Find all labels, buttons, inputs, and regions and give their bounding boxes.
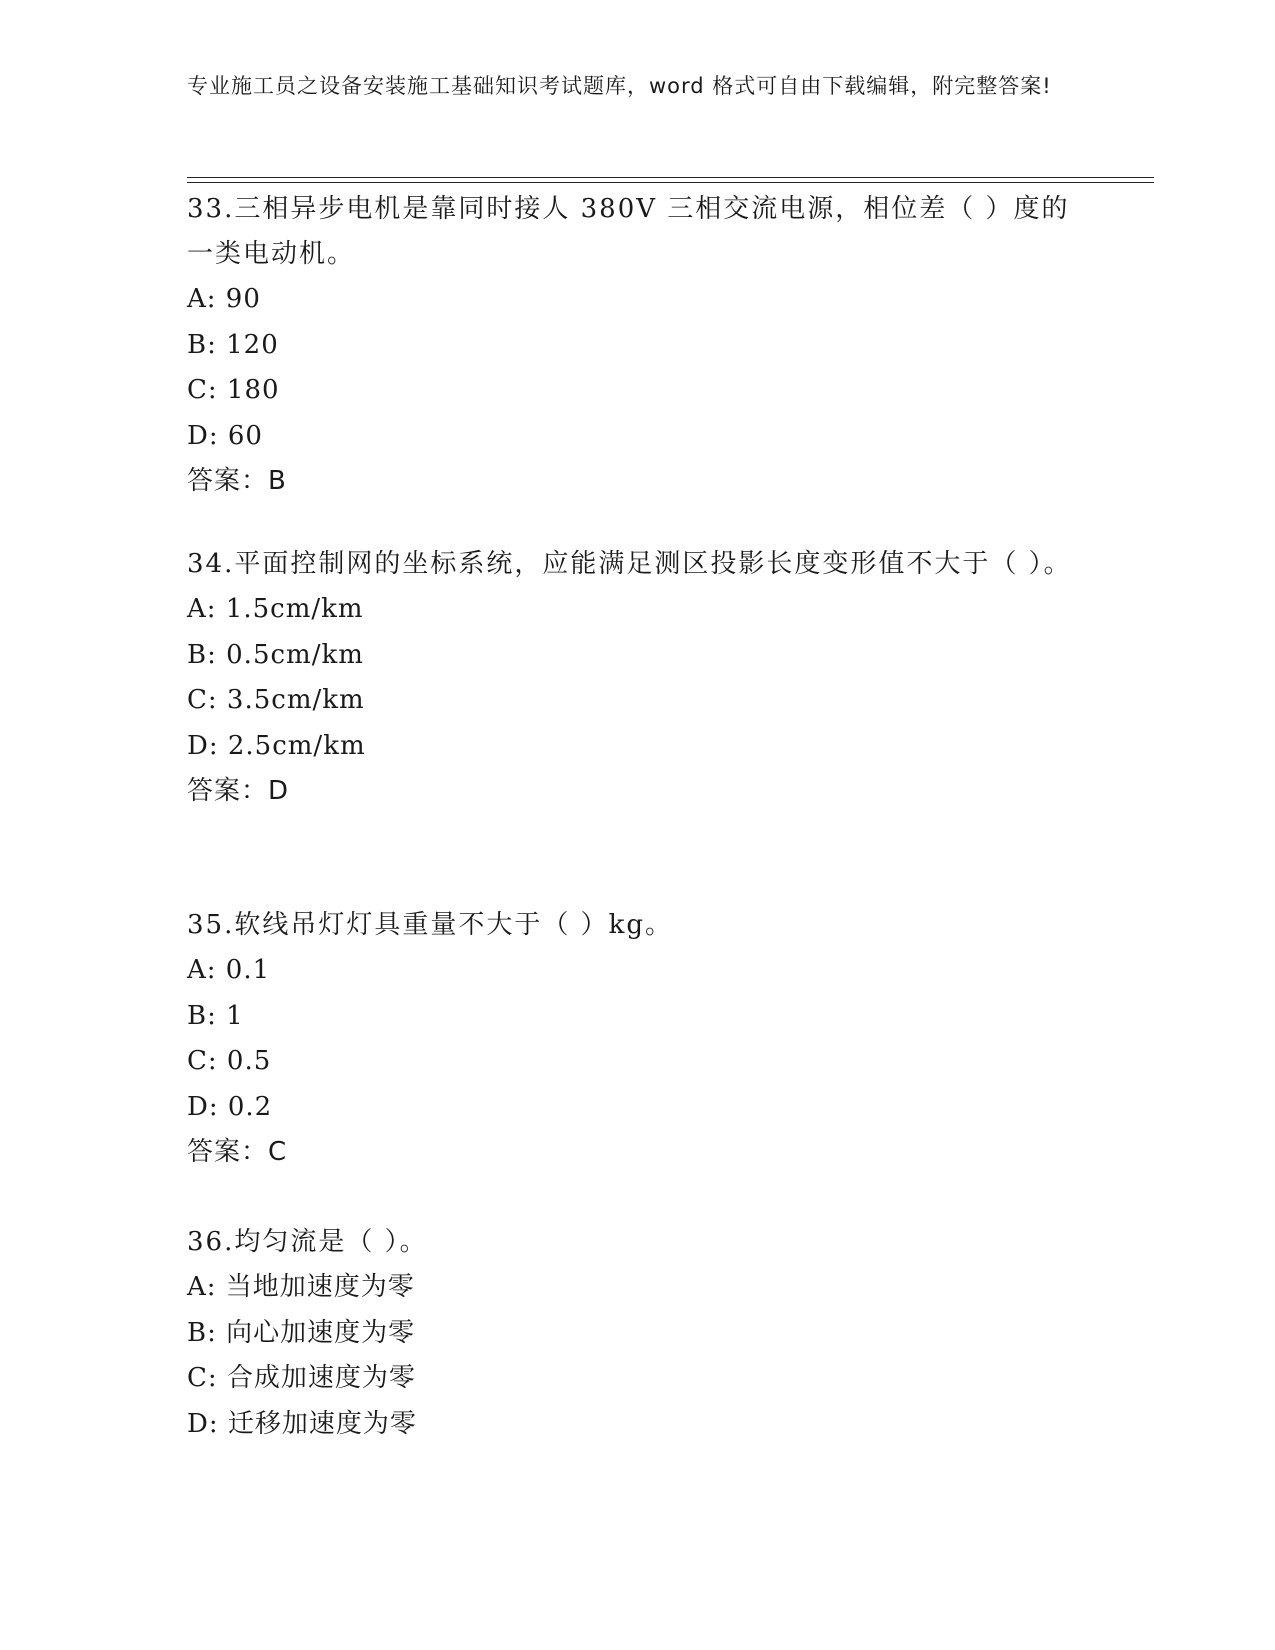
answer-text: 答案：D bbox=[187, 776, 290, 806]
option-c: C: 合成加速度为零 bbox=[187, 1363, 416, 1393]
option-c: C: 0.5 bbox=[187, 1046, 272, 1076]
header-divider-bottom bbox=[187, 182, 1154, 183]
option-d: D: 0.2 bbox=[187, 1091, 273, 1122]
question-stem: 34.平面控制网的坐标系统，应能满足测区投影长度变形值不大于（ ）。 bbox=[187, 549, 1072, 579]
question-stem: 33.三相异步电机是靠同时接人 380V 三相交流电源，相位差（ ）度的一类电动机。 bbox=[187, 194, 1070, 269]
option-a: A: 当地加速度为零 bbox=[187, 1272, 415, 1302]
option-c: C: 3.5cm/km bbox=[187, 685, 365, 715]
option-d: D: 2.5cm/km bbox=[187, 730, 366, 761]
answer-text: 答案：C bbox=[187, 1137, 288, 1167]
option-b: B: 120 bbox=[187, 329, 279, 360]
option-a: A: 90 bbox=[187, 284, 261, 314]
option-d: D: 60 bbox=[187, 420, 263, 451]
option-c: C: 180 bbox=[187, 375, 280, 405]
option-b: B: 1 bbox=[187, 1000, 244, 1031]
document-header: 专业施工员之设备安装施工基础知识考试题库，word 格式可自由下载编辑，附完整答案! bbox=[187, 74, 1052, 98]
question-stem: 35.软线吊灯灯具重量不大于（ ）kg。 bbox=[187, 910, 674, 940]
question-36 bbox=[187, 1220, 1077, 1447]
option-b: B: 向心加速度为零 bbox=[187, 1317, 416, 1348]
question-34 bbox=[187, 542, 1077, 814]
question-stem: 36.均匀流是（ ）。 bbox=[187, 1227, 428, 1257]
option-b: B: 0.5cm/km bbox=[187, 639, 364, 670]
question-35 bbox=[187, 903, 1077, 1175]
header-divider-top bbox=[187, 177, 1154, 178]
option-a: A: 1.5cm/km bbox=[187, 594, 364, 624]
answer-text: 答案：B bbox=[187, 466, 287, 496]
question-33 bbox=[187, 187, 1077, 504]
option-d: D: 迁移加速度为零 bbox=[187, 1408, 417, 1439]
option-a: A: 0.1 bbox=[187, 955, 271, 985]
